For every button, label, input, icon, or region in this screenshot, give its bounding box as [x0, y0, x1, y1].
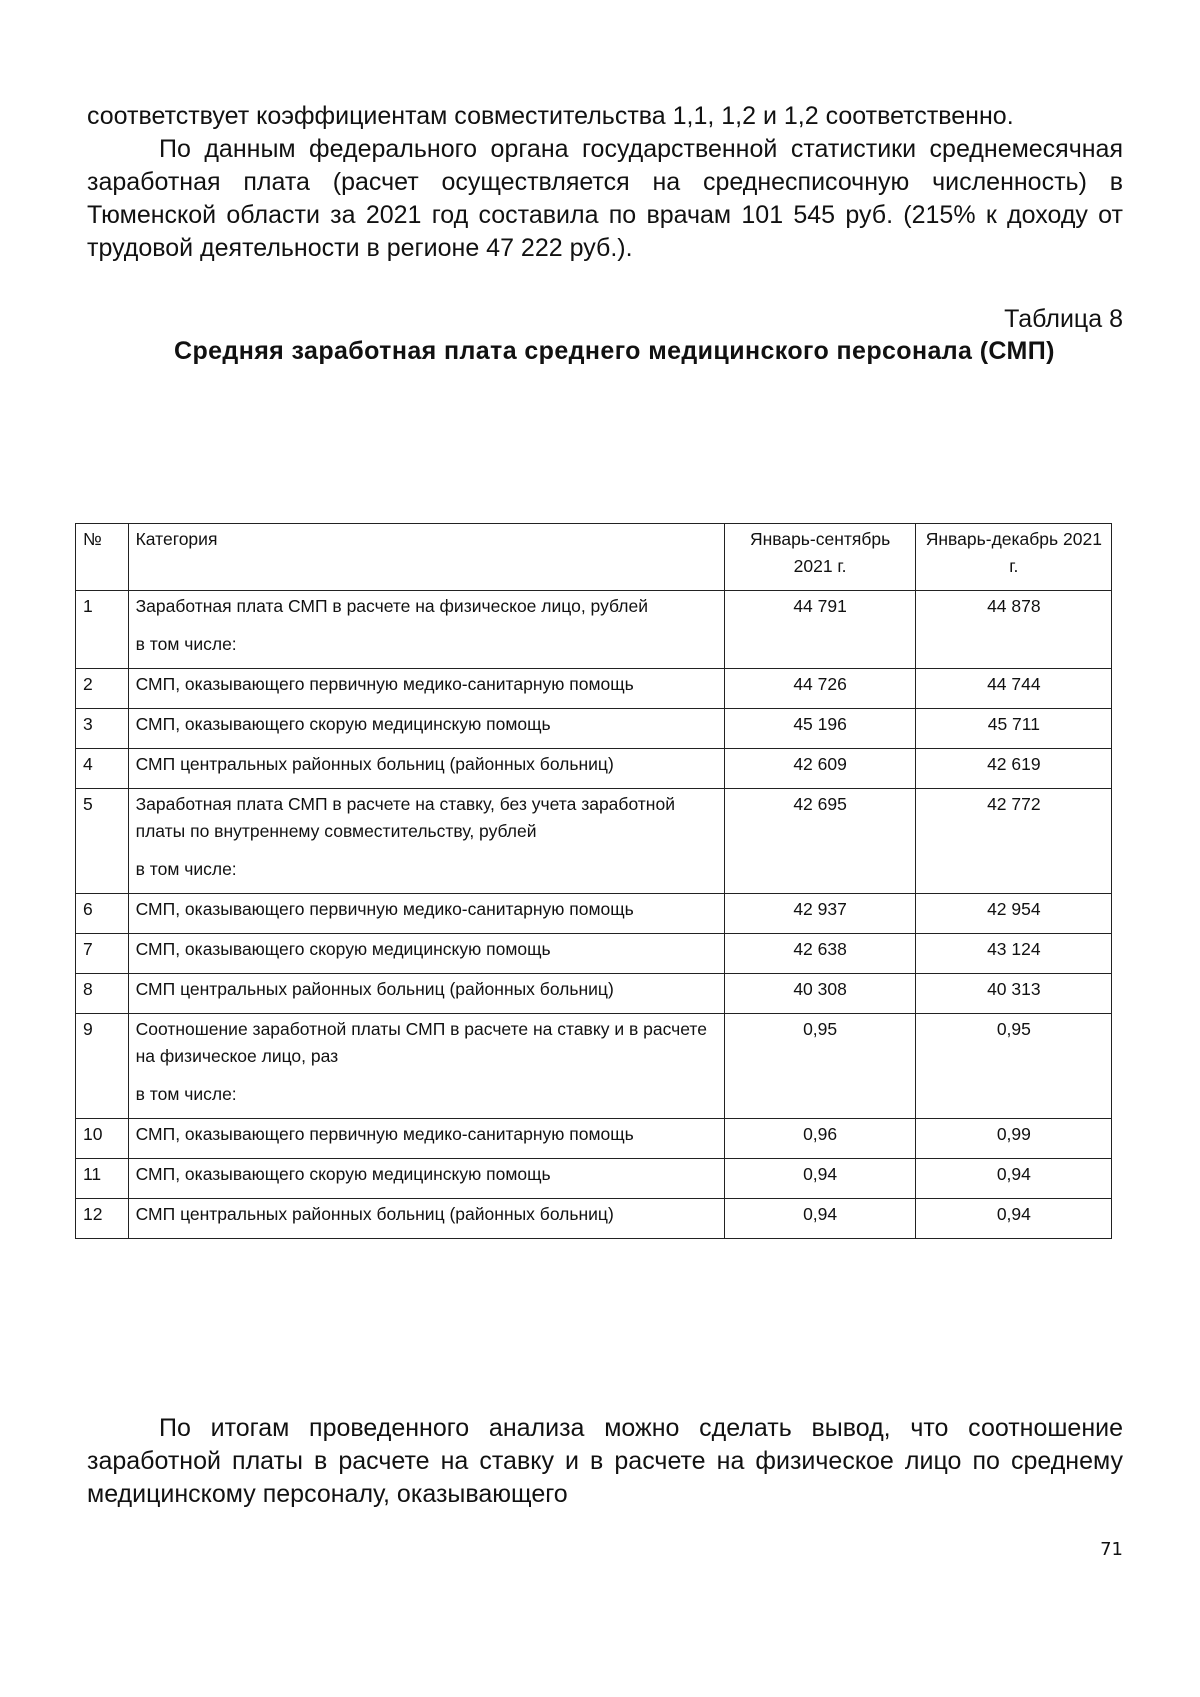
row-value-jan-sep: 42 937: [724, 894, 915, 934]
table-row: [76, 934, 1112, 974]
row-value-jan-dec: 0,94: [915, 1159, 1111, 1199]
table-row: [76, 749, 1112, 789]
row-number: 4: [76, 749, 129, 789]
row-value-jan-dec: 44 744: [915, 669, 1111, 709]
row-category-text: СМП, оказывающего первичную медико-санитарную помощь: [135, 674, 634, 694]
row-number: 9: [76, 1014, 129, 1119]
row-category: [128, 591, 724, 669]
header-jan-dec: Январь-декабрь 2021 г.: [915, 524, 1111, 591]
table-label: Таблица 8: [1004, 305, 1123, 333]
table-title: Средняя заработная плата среднего медицинского персонала (СМП): [174, 337, 1055, 365]
row-category-note: в том числе:: [135, 634, 237, 654]
row-value-jan-sep: 0,94: [724, 1159, 915, 1199]
row-category: [128, 894, 724, 934]
intro-paragraph-1: соответствует коэффициентам совместительства 1,1, 1,2 и 1,2 соответственно.: [87, 102, 1014, 130]
row-category: [128, 669, 724, 709]
row-value-jan-dec: 42 619: [915, 749, 1111, 789]
row-value-jan-dec: 44 878: [915, 591, 1111, 669]
row-category-note: в том числе:: [135, 859, 237, 879]
row-category-text: СМП, оказывающего скорую медицинскую помощь: [135, 714, 551, 734]
row-number: 8: [76, 974, 129, 1014]
row-value-jan-sep: 40 308: [724, 974, 915, 1014]
row-category: [128, 1119, 724, 1159]
row-category: [128, 709, 724, 749]
table-row: [76, 669, 1112, 709]
header-num: №: [76, 524, 129, 591]
row-value-jan-sep: 42 695: [724, 789, 915, 894]
row-value-jan-dec: 45 711: [915, 709, 1111, 749]
header-category: Категория: [128, 524, 724, 591]
table-row: [76, 1199, 1112, 1239]
row-value-jan-dec: 43 124: [915, 934, 1111, 974]
row-category-text: Заработная плата СМП в расчете на физическое лицо, рублей: [135, 596, 648, 616]
row-value-jan-sep: 44 791: [724, 591, 915, 669]
row-value-jan-sep: 42 609: [724, 749, 915, 789]
table-row: [76, 1119, 1112, 1159]
row-category: [128, 749, 724, 789]
row-number: 2: [76, 669, 129, 709]
row-value-jan-dec: 0,99: [915, 1119, 1111, 1159]
row-category-text: СМП, оказывающего скорую медицинскую помощь: [135, 1164, 551, 1184]
row-category-note: в том числе:: [135, 1084, 237, 1104]
salary-table-body: [76, 524, 1112, 1239]
row-value-jan-dec: 42 954: [915, 894, 1111, 934]
row-value-jan-sep: 0,94: [724, 1199, 915, 1239]
row-value-jan-sep: 45 196: [724, 709, 915, 749]
row-category: [128, 1159, 724, 1199]
row-category: [128, 789, 724, 894]
row-value-jan-sep: 42 638: [724, 934, 915, 974]
row-value-jan-dec: 0,95: [915, 1014, 1111, 1119]
table-row: [76, 789, 1112, 894]
intro-paragraph-2: По данным федерального органа государственной статистики среднемесячная заработная плата (расчет осуществляется на среднесписочную численность) в Тюменской области за 2021 год составила по врачам 101 545 руб. (215% к доходу от трудовой деятельности в регионе 47 222 руб.).: [87, 135, 1123, 262]
row-number: 6: [76, 894, 129, 934]
conclusion-block: [87, 1412, 1123, 1511]
row-category-text: СМП, оказывающего первичную медико-санитарную помощь: [135, 1124, 634, 1144]
row-value-jan-dec: 40 313: [915, 974, 1111, 1014]
salary-table: [75, 523, 1112, 1239]
row-number: 1: [76, 591, 129, 669]
row-value-jan-dec: 0,94: [915, 1199, 1111, 1239]
row-number: 11: [76, 1159, 129, 1199]
header-jan-sep: Январь-сентябрь 2021 г.: [724, 524, 915, 591]
row-value-jan-sep: 0,95: [724, 1014, 915, 1119]
row-number: 7: [76, 934, 129, 974]
row-category: [128, 934, 724, 974]
row-value-jan-sep: 44 726: [724, 669, 915, 709]
row-value-jan-dec: 42 772: [915, 789, 1111, 894]
row-category-text: Соотношение заработной платы СМП в расчете на ставку и в расчете на физическое лицо, раз: [135, 1019, 707, 1066]
row-category-text: СМП центральных районных больниц (районных больниц): [135, 1204, 614, 1224]
row-category-text: СМП, оказывающего первичную медико-санитарную помощь: [135, 899, 634, 919]
table-row: [76, 974, 1112, 1014]
page-number: 71: [1100, 1539, 1123, 1560]
row-category-text: СМП, оказывающего скорую медицинскую помощь: [135, 939, 551, 959]
row-category: [128, 974, 724, 1014]
table-header-row: [76, 524, 1112, 591]
table-row: [76, 1014, 1112, 1119]
row-category: [128, 1199, 724, 1239]
table-row: [76, 1159, 1112, 1199]
row-category-text: СМП центральных районных больниц (районных больниц): [135, 754, 614, 774]
row-number: 5: [76, 789, 129, 894]
table-row: [76, 591, 1112, 669]
row-number: 3: [76, 709, 129, 749]
document-body: [87, 100, 1123, 367]
table-row: [76, 709, 1112, 749]
table-row: [76, 894, 1112, 934]
row-category-text: СМП центральных районных больниц (районных больниц): [135, 979, 614, 999]
row-category: [128, 1014, 724, 1119]
row-value-jan-sep: 0,96: [724, 1119, 915, 1159]
row-number: 12: [76, 1199, 129, 1239]
row-category-text: Заработная плата СМП в расчете на ставку, без учета заработной платы по внутреннему совместительству, рублей: [135, 794, 675, 841]
conclusion-paragraph: По итогам проведенного анализа можно сделать вывод, что соотношение заработной платы в расчете на ставку и в расчете на физическое лицо по среднему медицинскому персоналу, оказывающего: [87, 1414, 1123, 1508]
row-number: 10: [76, 1119, 129, 1159]
